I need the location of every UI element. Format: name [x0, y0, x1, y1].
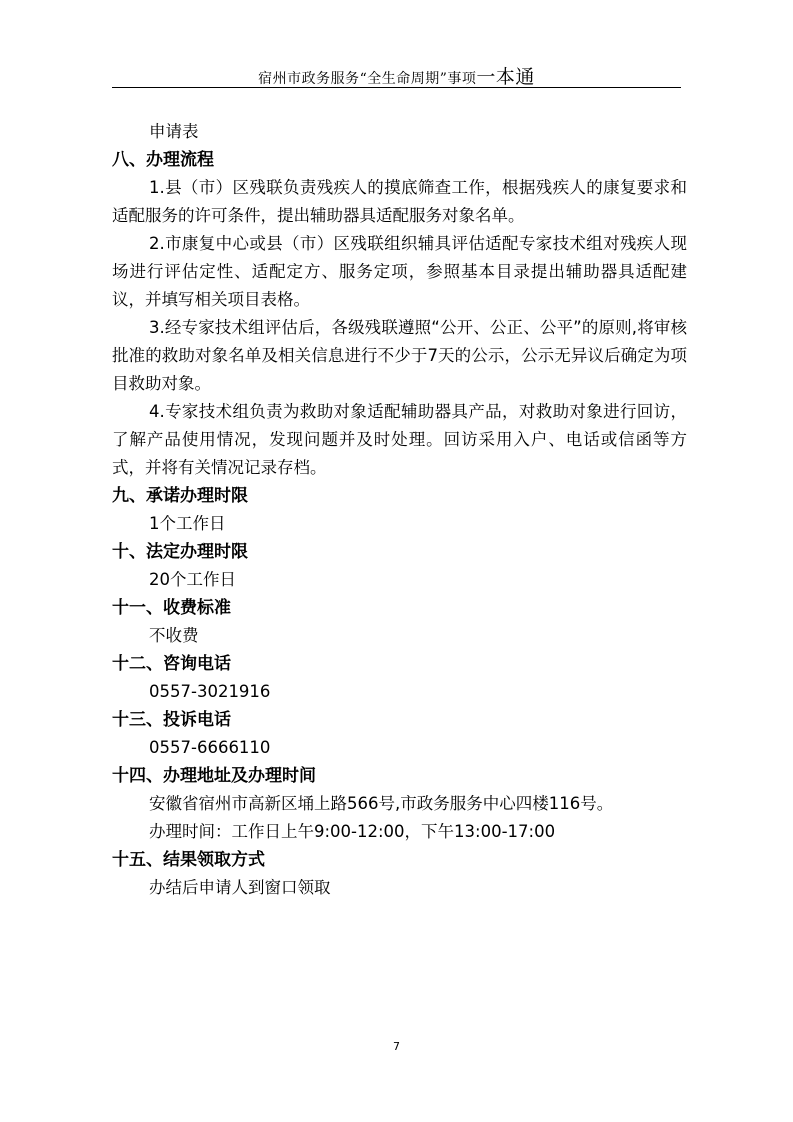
section-heading-legal-time: 十、法定办理时限	[112, 542, 248, 562]
section-heading-result-pickup: 十五、结果领取方式	[112, 850, 265, 870]
hours-value: 办理时间：工作日上午9:00-12:00，下午13:00-17:00	[149, 822, 556, 841]
header-title-prefix: 宿州市政务服务“全生命周期”事项	[258, 71, 477, 87]
section-heading-address-hours: 十四、办理地址及办理时间	[112, 766, 316, 786]
consult-phone-value: 0557-3021916	[149, 682, 271, 701]
page-header	[0, 62, 793, 89]
complaint-phone-value: 0557-6666110	[149, 738, 271, 757]
header-rule	[112, 87, 681, 88]
fee-value: 不收费	[149, 626, 199, 645]
process-step-4: 4.专家技术组负责为救助对象适配辅助器具产品，对救助对象进行回访，了解产品使用情况，发现问题并及时处理。回访采用入户、电话或信函等方式，并将有关情况记录存档。	[112, 402, 687, 477]
process-step-1: 1.县（市）区残联负责残疾人的摸底筛查工作，根据残疾人的康复要求和适配服务的许可条件，提出辅助器具适配服务对象名单。	[112, 178, 687, 225]
legal-time-value: 20个工作日	[149, 570, 236, 589]
section-heading-fee: 十一、收费标准	[112, 598, 231, 618]
promised-time-value: 1个工作日	[149, 514, 226, 533]
section-heading-process: 八、办理流程	[112, 150, 214, 170]
page-number: 7	[393, 1040, 400, 1053]
continuation-line: 申请表	[149, 122, 199, 141]
document-body	[112, 118, 687, 902]
header-title-suffix: 一本通	[476, 66, 535, 88]
address-value: 安徽省宿州市高新区埇上路566号,市政务服务中心四楼116号。	[149, 794, 614, 813]
section-heading-promised-time: 九、承诺办理时限	[112, 486, 248, 506]
result-pickup-value: 办结后申请人到窗口领取	[149, 878, 331, 897]
process-step-2: 2.市康复中心或县（市）区残联组织辅具评估适配专家技术组对残疾人现场进行评估定性、适配定方、服务定项，参照基本目录提出辅助器具适配建议，并填写相关项目表格。	[112, 234, 687, 309]
section-heading-complaint-phone: 十三、投诉电话	[112, 710, 231, 730]
section-heading-consult-phone: 十二、咨询电话	[112, 654, 231, 674]
process-step-3: 3.经专家技术组评估后，各级残联遵照“公开、公正、公平”的原则,将审核批准的救助对象名单及相关信息进行不少于7天的公示，公示无异议后确定为项目救助对象。	[112, 318, 687, 393]
